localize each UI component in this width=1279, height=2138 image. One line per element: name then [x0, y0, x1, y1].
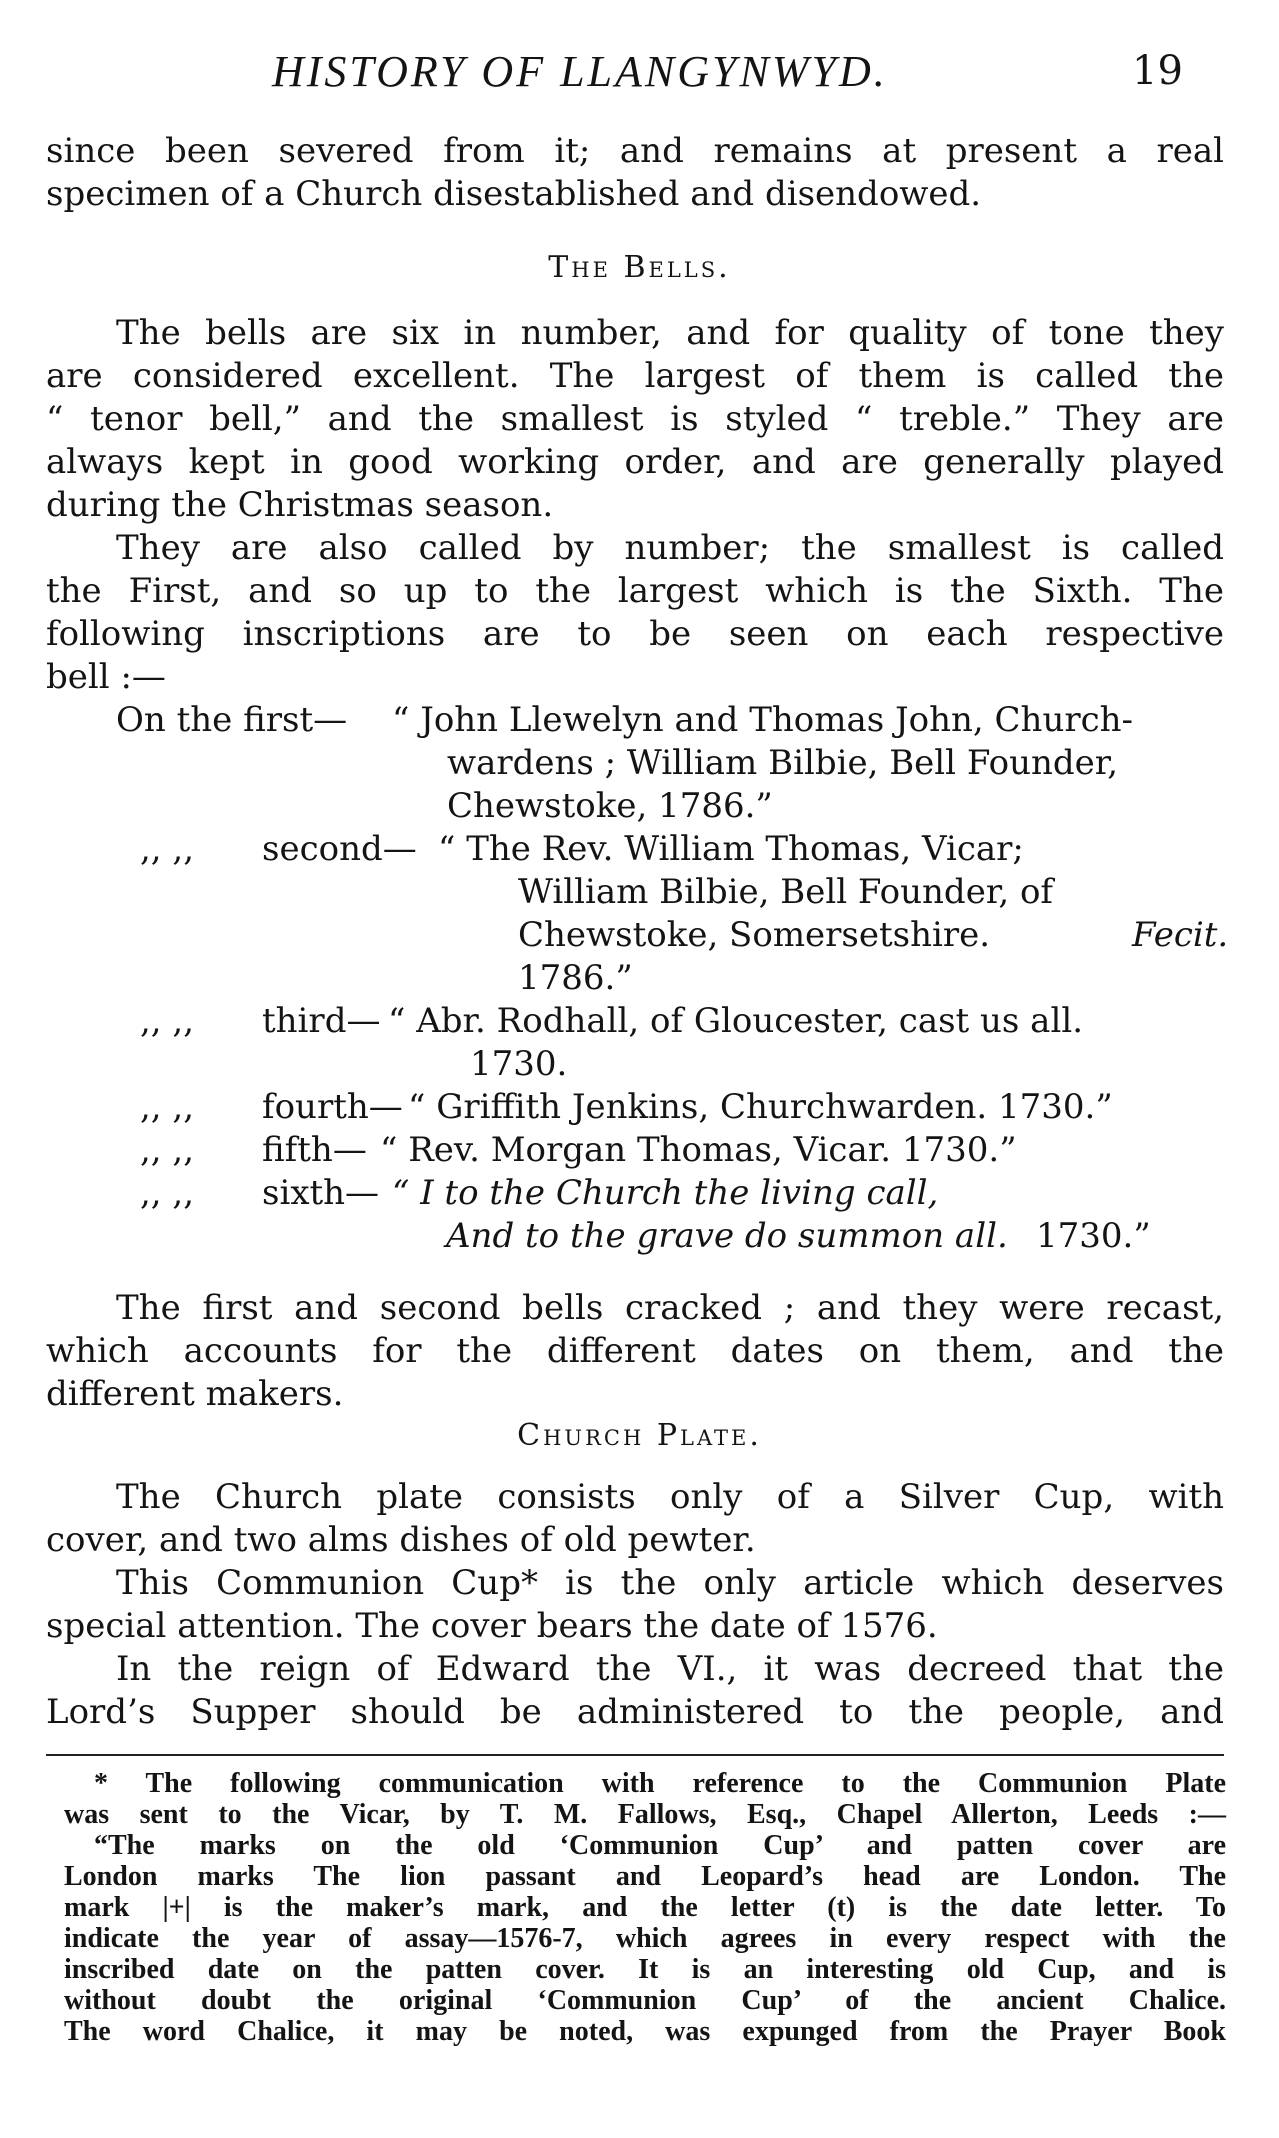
text-line: The Church plate consists only of a Silver Cup, with — [116, 1477, 1224, 1517]
ditto-marks: ,, ,, — [140, 1130, 195, 1170]
text-line: which accounts for the different dates on them, and the — [46, 1331, 1224, 1371]
ditto-marks: ,, ,, — [140, 1087, 195, 1127]
inscription-first-text: Chewstoke, 1786.” — [447, 786, 773, 826]
ditto-marks: ,, ,, — [140, 1173, 195, 1213]
inscription-second-fecit: Fecit. — [1132, 915, 1229, 955]
inscription-second-text: 1786.” — [518, 958, 633, 998]
inscription-second-label: second— — [262, 829, 417, 869]
footnote-line: “The marks on the old ‘Communion Cup’ and patten cover are — [94, 1830, 1226, 1861]
plate-paragraph-3 — [46, 1648, 1224, 1734]
page-number: 19 — [1132, 48, 1183, 94]
bells-paragraph-2 — [46, 527, 1224, 699]
opening-paragraph — [46, 130, 1224, 216]
inscription-first-label: On the first— — [116, 700, 348, 740]
inscription-first-text: wardens ; William Bilbie, Bell Founder, — [447, 743, 1119, 783]
inscription-sixth-verse: And to the grave do summon all. — [446, 1216, 1008, 1256]
inscription-third-text: 1730. — [470, 1044, 568, 1084]
text-line: since been severed from it; and remains at present a real — [46, 131, 1224, 171]
text-line: The bells are six in number, and for quality of tone they — [116, 313, 1224, 353]
running-header — [0, 46, 1279, 102]
inscription-third-text: “ Abr. Rodhall, of Gloucester, cast us all. — [388, 1001, 1084, 1041]
footnote-rule — [46, 1754, 1224, 1756]
inscription-second-text: William Bilbie, Bell Founder, of — [518, 872, 1054, 912]
footnote-line: without doubt the original ‘Communion Cup’ of the ancient Chalice. — [64, 1985, 1226, 2016]
text-line: different makers. — [46, 1374, 344, 1414]
text-line: following inscriptions are to be seen on each respective — [46, 614, 1224, 654]
ditto-marks: ,, ,, — [140, 1001, 195, 1041]
text-line: This Communion Cup* is the only article which deserves — [116, 1563, 1224, 1603]
footnote-line: London marks The lion passant and Leopard’s head are London. The — [64, 1861, 1226, 1892]
inscription-first-text: “ John Llewelyn and Thomas John, Church- — [392, 700, 1134, 740]
inscription-second-text: Chewstoke, Somersetshire. — [518, 915, 991, 955]
text-line: special attention. The cover bears the date of 1576. — [46, 1606, 938, 1646]
text-line: bell :— — [46, 657, 166, 697]
footnote-line: indicate the year of assay—1576-7, which agrees in every respect with the — [64, 1923, 1226, 1954]
text-line: Lord’s Supper should be administered to the people, and — [46, 1692, 1224, 1732]
footnote-line: inscribed date on the patten cover. It is an interesting old Cup, and is — [64, 1954, 1226, 1985]
inscription-third-label: third— — [262, 1001, 381, 1041]
text-line: “ tenor bell,” and the smallest is styled “ treble.” They are — [46, 399, 1224, 439]
text-line: the First, and so up to the largest which is the Sixth. The — [46, 571, 1224, 611]
section-heading-church-plate: Church Plate. — [517, 1418, 762, 1453]
footnote-line: * The following communication with reference to the Communion Plate — [94, 1768, 1226, 1799]
plate-paragraph-2 — [46, 1562, 1224, 1648]
text-line: always kept in good working order, and are generally played — [46, 442, 1224, 482]
footnote-line: was sent to the Vicar, by T. M. Fallows, Esq., Chapel Allerton, Leeds :— — [64, 1799, 1226, 1830]
footnote — [64, 1768, 1226, 2047]
inscription-second-text: “ The Rev. William Thomas, Vicar; — [438, 829, 1024, 869]
text-line: specimen of a Church disestablished and disendowed. — [46, 174, 982, 214]
inscription-sixth-date: 1730.” — [1036, 1216, 1151, 1256]
ditto-marks: ,, ,, — [140, 829, 195, 869]
footnote-line: mark |+| is the maker’s mark, and the letter (t) is the date letter. To — [64, 1892, 1226, 1923]
inscription-fifth-label: fifth— — [262, 1130, 367, 1170]
bells-paragraph-1 — [46, 312, 1224, 527]
running-title: HISTORY OF LLANGYNWYD. — [272, 47, 888, 96]
text-line: cover, and two alms dishes of old pewter. — [46, 1520, 756, 1560]
text-line: They are also called by number; the smallest is called — [116, 528, 1224, 568]
footnote-line: The word Chalice, it may be noted, was expunged from the Prayer Book — [64, 2016, 1226, 2047]
bells-paragraph-3 — [46, 1287, 1224, 1416]
text-line: during the Christmas season. — [46, 485, 554, 525]
inscription-fifth-text: “ Rev. Morgan Thomas, Vicar. 1730.” — [380, 1130, 1017, 1170]
inscription-fourth-text: “ Griffith Jenkins, Churchwarden. 1730.” — [408, 1087, 1113, 1127]
section-heading-bells: The Bells. — [548, 250, 731, 285]
plate-paragraph-1 — [46, 1476, 1224, 1562]
inscription-sixth-verse: “ I to the Church the living call, — [392, 1173, 939, 1213]
inscription-fourth-label: fourth— — [262, 1087, 403, 1127]
text-line: The first and second bells cracked ; and they were recast, — [116, 1288, 1224, 1328]
text-line: In the reign of Edward the VI., it was decreed that the — [116, 1649, 1224, 1689]
inscription-sixth-label: sixth— — [262, 1173, 380, 1213]
text-line: are considered excellent. The largest of them is called the — [46, 356, 1224, 396]
